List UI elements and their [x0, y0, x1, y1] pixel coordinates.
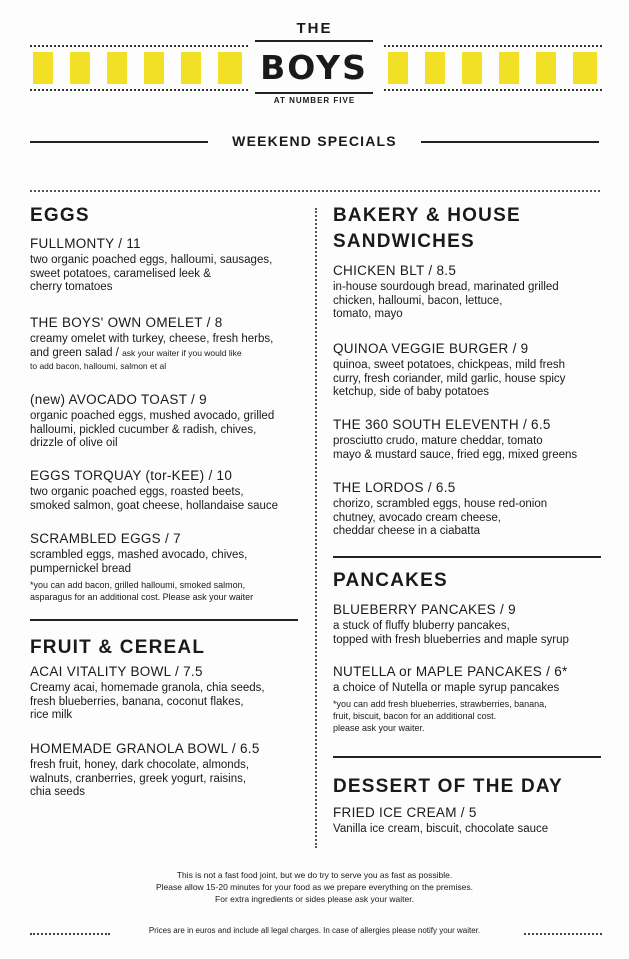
brand-logo-box — [255, 40, 373, 94]
section-title-bakery-2: SANDWICHES — [333, 231, 475, 252]
dotted-divider — [30, 190, 600, 192]
menu-item-desc: a stuck of fluffy bluberry pancakes, topped with fresh blueberries and maple syrup — [333, 620, 569, 646]
section-title-dessert: DESSERT OF THE DAY — [333, 776, 563, 797]
menu-item-name: THE 360 SOUTH ELEVENTH / 6.5 — [333, 417, 551, 432]
menu-item-desc: chorizo, scrambled eggs, house red-onion chutney, avocado cream cheese, cheddar cheese in a ciabatta — [333, 498, 548, 537]
divider — [421, 141, 599, 143]
menu-item-desc: Creamy acai, homemade granola, chia seeds, fresh blueberries, banana, coconut flakes, rice milk — [30, 682, 265, 721]
menu-item-desc: a choice of Nutella or maple syrup pancakes — [333, 682, 560, 694]
section-title-pancakes: PANCAKES — [333, 570, 448, 591]
menu-item-desc: in-house sourdough bread, marinated grilled chicken, halloumi, bacon, lettuce, tomato, mayo — [333, 281, 559, 320]
stripes-right-decoration — [384, 45, 602, 91]
menu-item-name: BLUEBERRY PANCAKES / 9 — [333, 602, 516, 617]
menu-item-name: NUTELLA or MAPLE PANCAKES / 6* — [333, 664, 568, 679]
section-divider — [333, 756, 601, 758]
section-title-fruit: FRUIT & CEREAL — [30, 637, 206, 658]
menu-item-note: *you can add fresh blueberries, strawberries, banana, fruit, biscuit, bacon for an additional cost. please ask your waiter. — [333, 699, 547, 733]
menu-item-name: FRIED ICE CREAM / 5 — [333, 805, 477, 820]
menu-item-name: ACAI VITALITY BOWL / 7.5 — [30, 664, 203, 679]
menu-item-name: THE LORDOS / 6.5 — [333, 480, 456, 495]
section-divider — [333, 556, 601, 558]
menu-item-desc: two organic poached eggs, halloumi, sausages, sweet potatoes, caramelised leek & cherry tomatoes — [30, 254, 273, 293]
column-divider — [315, 208, 317, 848]
footer-prices-note: Prices are in euros and include all legal charges. In case of allergies please notify your waiter. — [148, 926, 481, 935]
menu-item-desc: fresh fruit, honey, dark chocolate, almonds, walnuts, cranberries, greek yogurt, raisins, chia seeds — [30, 759, 250, 798]
brand-top-text: THE — [296, 20, 333, 37]
menu-item-name: QUINOA VEGGIE BURGER / 9 — [333, 341, 529, 356]
section-title-bakery: BAKERY & HOUSE — [333, 205, 521, 226]
stripes-left-decoration — [30, 45, 248, 91]
menu-item-name: SCRAMBLED EGGS / 7 — [30, 531, 181, 546]
menu-item-name: THE BOYS' OWN OMELET / 8 — [30, 315, 223, 330]
menu-item-name: CHICKEN BLT / 8.5 — [333, 263, 457, 278]
menu-item-desc: organic poached eggs, mushed avocado, grilled halloumi, pickled cucumber & radish, chives, drizzle of olive oil — [30, 410, 275, 449]
page-title: WEEKEND SPECIALS — [232, 133, 397, 149]
menu-item-desc: prosciutto crudo, mature cheddar, tomato mayo & mustard sauce, fried egg, mixed greens — [333, 435, 578, 461]
menu-item-name: HOMEMADE GRANOLA BOWL / 6.5 — [30, 741, 260, 756]
menu-item-name: FULLMONTY / 11 — [30, 236, 141, 251]
footer-notice: This is not a fast food joint, but we do try to serve you as fast as possible. Please allow 15-20 minutes for your food as we prepare everything on the premises. For extra ingredients or sides please ask your waiter. — [155, 870, 474, 904]
menu-item-note: *you can add bacon, grilled halloumi, smoked salmon, asparagus for an additional cost. Please ask your waiter — [30, 580, 254, 602]
menu-item-desc: Vanilla ice cream, biscuit, chocolate sauce — [333, 823, 549, 835]
brand-subtitle: AT NUMBER FIVE — [273, 96, 356, 105]
menu-item-desc: scrambled eggs, mashed avocado, chives, pumpernickel bread — [30, 549, 248, 575]
section-title-eggs: EGGS — [30, 205, 90, 226]
menu-item-name: EGGS TORQUAY (tor-KEE) / 10 — [30, 468, 233, 483]
section-divider — [30, 619, 298, 621]
dotted-divider — [524, 933, 602, 935]
brand-logo: BOYS — [260, 47, 368, 87]
menu-item-desc: creamy omelet with turkey, cheese, fresh herbs, and green salad / ask your waiter if you would like to add bacon, halloumi, salmon et al — [30, 333, 274, 371]
menu-item-desc: two organic poached eggs, roasted beets, smoked salmon, goat cheese, hollandaise sauce — [30, 486, 279, 512]
menu-item-desc: quinoa, sweet potatoes, chickpeas, mild fresh curry, fresh coriander, mild garlic, house spicy ketchup, side of baby potatoes — [333, 359, 566, 398]
menu-item-name: (new) AVOCADO TOAST / 9 — [30, 392, 207, 407]
